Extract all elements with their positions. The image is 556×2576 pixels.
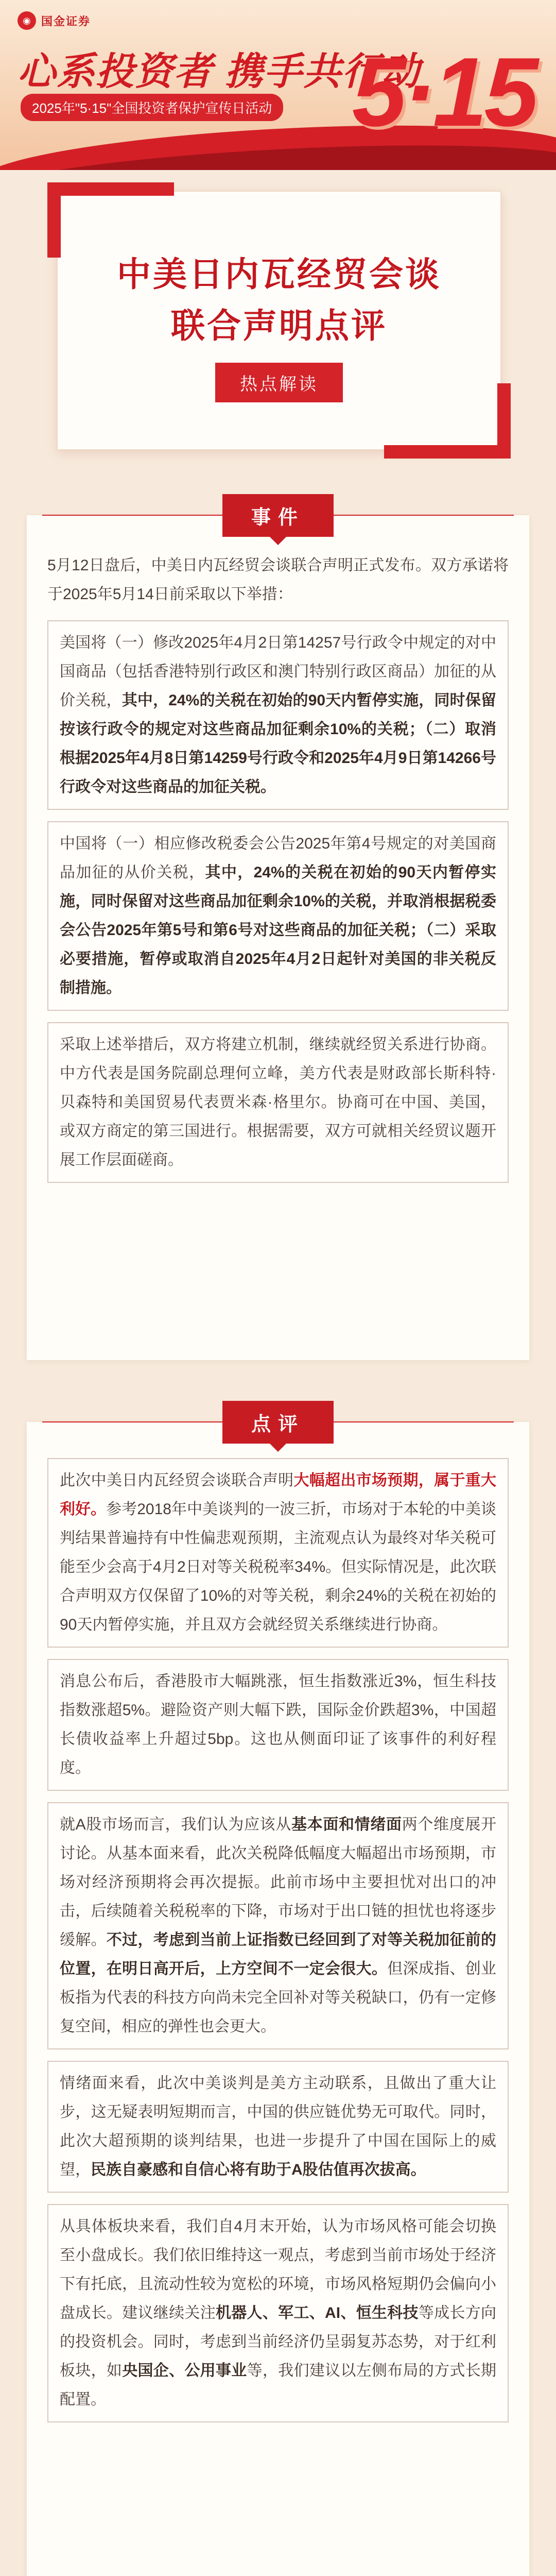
comment-paragraph-5	[60, 2212, 496, 2414]
event-section	[27, 506, 529, 1360]
p5-bold-2: 央国企、公用事业	[122, 2362, 247, 2379]
p5-text-c: 等，我们建议以左侧布局的方式长期配置。	[60, 2362, 497, 2408]
cn-commitment	[60, 829, 496, 1003]
p5-text-b: 等成长方向的投资机会。同时，考虑到当前经济仍呈弱复苏态势，对于红利板块，如	[60, 2304, 497, 2379]
banner-logo	[18, 11, 91, 30]
p3-bold-2: 不过，考虑到当前上证指数已经回到了对等关税加征前的位置，在明日高开后，上方空间不一定会很大。	[60, 1931, 497, 1977]
section-label-comment: 点评	[222, 1401, 334, 1444]
corner-decoration	[384, 383, 511, 459]
event-banner	[0, 0, 556, 170]
p5-text-a: 从具体板块来看，我们自4月末开始，认为市场风格可能会切换至小盘成长。我们依旧维持这一观点，考虑到当前市场处于经济下有托底，且流动性较为宽松的环境，市场风格短期仍会偏向小盘成长。建议继续关注	[60, 2218, 496, 2321]
cn-commit-lead: 中国将（一）相应修改税委会公告2025年第4号规定的对美国商品加征的从价关税，	[60, 835, 496, 881]
p1-text-a: 此次中美日内瓦经贸会谈联合声明	[60, 1472, 294, 1489]
corner-decoration	[47, 182, 174, 258]
us-commit-bold: 其中，24%的关税在初始的90天内暂停实施，同时保留按该行政令的规定对这些商品加征剩余10%的关税；（二）取消根据2025年4月8日第14259号行政令和2025年4月9日第14266号行政令对这些商品的加征关税。	[60, 692, 497, 795]
comment-box-1	[47, 1458, 509, 1648]
title-card	[57, 191, 501, 450]
comment-paragraph-1	[60, 1466, 496, 1639]
p3-text-a: 就A股市场而言，我们认为应该从	[60, 1816, 292, 1833]
mechanism-box	[47, 1022, 509, 1183]
comment-paragraph-4	[60, 2069, 496, 2184]
title-line-2: 联合声明点评	[171, 307, 387, 345]
banner-brand: 国金证券	[41, 14, 91, 28]
comment-box-4	[47, 2061, 509, 2193]
p3-bold-1: 基本面和情绪面	[291, 1816, 402, 1833]
title-line-1: 中美日内瓦经贸会谈	[117, 255, 441, 293]
p4-text-a: 情绪面来看，此次中美谈判是美方主动联系，且做出了重大让步，这无疑表明短期而言，中国的供应链优势无可取代。同时，此次大超预期的谈判结果，也进一步提升了中国在国际上的威望，	[60, 2075, 496, 2178]
page-title	[58, 248, 500, 351]
p1-highlight: 大幅超出市场预期，属于重大利好。	[60, 1472, 497, 1518]
cn-commit-bold: 其中，24%的关税在初始的90天内暂停实施，同时保留对这些商品加征剩余10%的关税，并取消根据税委会公告2025年第5号和第6号对这些商品的加征关税；（二）采取必要措施，暂停或取消自2025年4月2日起针对美国的非关税反制措施。	[60, 864, 496, 996]
p3-text-b: 两个维度展开讨论。从基本面来看，此次关税降低幅度大幅超出市场预期，市场对经济预期将会再次提振。此前市场中主要担忧对出口的冲击，后续随着关税税率的下降，市场对于出口链的担忧也将逐步缓解。	[60, 1816, 497, 1948]
us-commit-lead: 美国将（一）修改2025年4月2日第14257号行政令中规定的对中国商品（包括香港特别行政区和澳门特别行政区商品）加征的从价关税，	[60, 634, 496, 709]
cn-commitment-box	[47, 821, 509, 1011]
p1-text-b: 参考2018年中美谈判的一波三折，市场对于本轮的中美谈判结果普遍持有中性偏悲观预期，主流观点认为最终对华关税可能至少会高于4月2日对等关税税率34%。但实际情况是，此次联合声明双方仅保留了10%的对等关税，剩余24%的关税在初始的90天内暂停实施，并且双方会就经贸关系继续进行协商。	[60, 1501, 496, 1633]
us-commitment	[60, 629, 496, 802]
section-header	[27, 1401, 529, 1443]
section-header	[27, 495, 529, 536]
hot-topic-tag: 热点解读	[215, 363, 343, 402]
mechanism-text: 采取上述举措后，双方将建立机制，继续就经贸关系进行协商。中方代表是国务院副总理何立峰，美方代表是财政部长斯科特·贝森特和美国贸易代表贾米森·格里尔。协商可在中国、美国，或双方商定的第三国进行。根据需要，双方可就相关经贸议题开展工作层面磋商。	[60, 1036, 496, 1168]
p5-bold-1: 机器人、军工、AI、恒生科技	[215, 2304, 419, 2321]
banner-subline: 2025年"5·15"全国投资者保护宣传日活动	[21, 94, 283, 121]
section-label-event: 事件	[222, 494, 334, 537]
banner-slogan: 心系投资者 携手共行动	[18, 50, 421, 93]
comment-paragraph-2: 消息公布后，香港股市大幅跳涨，恒生指数涨近3%，恒生科技指数涨超5%。避险资产则大幅下跌，国际金价跌超3%，中国超长债收益率上升超过5bp。这也从侧面印证了该事件的利好程度。	[60, 1673, 496, 1776]
comment-box-5	[47, 2204, 509, 2422]
us-commitment-box	[47, 620, 509, 810]
comment-section	[27, 1413, 529, 2576]
p4-bold: 民族自豪感和自信心将有助于A股估值再次拔高。	[91, 2161, 426, 2178]
comment-paragraph-3	[60, 1810, 496, 2041]
comment-box-3	[47, 1802, 509, 2049]
banner-date-graphic: 5·15	[352, 38, 535, 147]
event-intro: 5月12日盘后，中美日内瓦经贸会谈联合声明正式发布。双方承诺将于2025年5月14日前采取以下举措：	[47, 557, 509, 603]
p3-text-c: 但深成指、创业板指为代表的科技方向尚未完全回补对等关税缺口，仍有一定修复空间，相应的弹性也会更大。	[60, 1960, 497, 2035]
comment-box-2	[47, 1659, 509, 1791]
sinolink-emblem-icon: ◉	[18, 11, 36, 30]
